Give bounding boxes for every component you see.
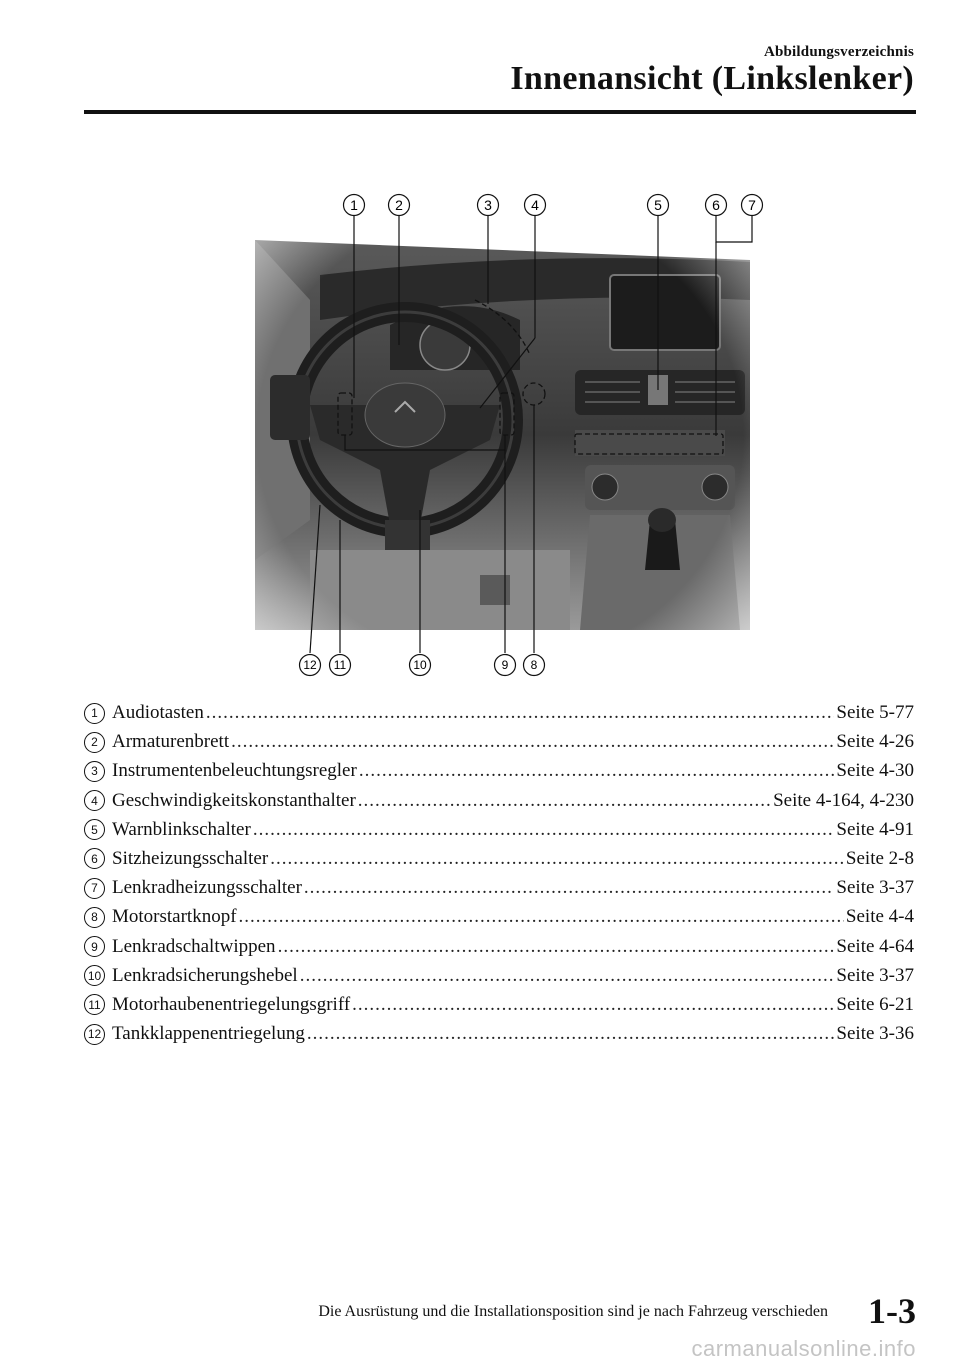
svg-text:9: 9: [501, 658, 509, 672]
cockpit-photo: [230, 180, 770, 690]
header-rule: [84, 110, 916, 114]
legend-name: Lenkradschaltwippen: [112, 935, 276, 957]
svg-text:8: 8: [530, 658, 538, 672]
legend-item: [84, 731, 914, 760]
callout-8: [524, 655, 545, 676]
legend-name: Sitzheizungsschalter: [112, 847, 269, 869]
legend-name: Geschwindigkeitskonstanthalter: [112, 789, 356, 811]
legend-number: 10: [84, 965, 105, 986]
legend-item: [84, 760, 914, 789]
callout-2: [389, 195, 410, 216]
legend-number: 8: [84, 907, 105, 928]
legend-page-ref[interactable]: Seite 5-77: [836, 702, 914, 723]
svg-text:11: 11: [333, 658, 347, 672]
legend-number: 2: [84, 732, 105, 753]
svg-text:4: 4: [531, 197, 539, 213]
legend-item: [84, 1023, 914, 1052]
legend-page-ref[interactable]: Seite 3-36: [836, 1023, 914, 1045]
legend-page-ref[interactable]: Seite 6-21: [836, 993, 914, 1015]
callout-12: [300, 655, 321, 676]
legend-name: Motorstartknopf: [112, 906, 237, 928]
legend-page-ref[interactable]: Seite 3-37: [836, 877, 914, 899]
legend-item: [84, 877, 914, 906]
leader-dots: [304, 877, 835, 899]
callout-9: [495, 655, 516, 676]
legend-page-ref[interactable]: Seite 4-30: [836, 760, 914, 782]
legend-number: 12: [84, 1024, 105, 1045]
legend-name: Motorhaubenentriegelungsgriff: [112, 993, 351, 1015]
svg-text:3: 3: [484, 197, 492, 213]
watermark: carmanualsonline.info: [691, 1336, 916, 1361]
leader-dots: [358, 790, 771, 812]
bottom-callouts: [300, 655, 545, 676]
legend-name: Lenkradsicherungshebel: [112, 964, 298, 986]
svg-text:1: 1: [350, 197, 358, 213]
leader-dots: [307, 1023, 835, 1045]
legend-number: 4: [84, 790, 105, 811]
legend-item: [84, 994, 914, 1023]
legend-list: [84, 702, 914, 1052]
legend-item: [84, 965, 914, 994]
legend-name: Armaturenbrett: [112, 731, 230, 753]
callout-1: [344, 195, 365, 216]
legend-name: Instrumentenbeleuchtungsregler: [112, 760, 357, 782]
leader-dots: [278, 936, 835, 958]
leader-dots: [253, 819, 835, 841]
leader-dots: [359, 760, 835, 782]
callout-3: [478, 195, 499, 216]
dashboard-photo: [230, 180, 770, 690]
svg-text:2: 2: [395, 197, 403, 213]
callout-7: [742, 195, 763, 216]
legend-page-ref[interactable]: Seite 4-26: [836, 731, 914, 753]
legend-page-ref[interactable]: Seite 4-91: [836, 818, 914, 840]
svg-text:10: 10: [413, 658, 427, 672]
legend-number: 5: [84, 819, 105, 840]
dashboard-illustration: [230, 180, 770, 690]
footer-note: Die Ausrüstung und die Installationsposition sind je nach Fahrzeug verschieden: [318, 1303, 828, 1320]
legend-number: 7: [84, 878, 105, 899]
svg-text:7: 7: [748, 197, 756, 213]
legend-name: Audiotasten: [112, 702, 204, 723]
callout-6: [706, 195, 727, 216]
legend-item: [84, 702, 914, 731]
legend-number: 1: [84, 703, 105, 724]
page-number: 1-3: [868, 1291, 916, 1331]
legend-name: Tankklappenentriegelung: [112, 1023, 305, 1045]
legend-name: Lenkradheizungsschalter: [112, 877, 302, 899]
leader-dots: [239, 906, 844, 928]
callout-4: [525, 195, 546, 216]
legend-page-ref[interactable]: Seite 4-64: [836, 935, 914, 957]
legend-number: 6: [84, 848, 105, 869]
svg-text:6: 6: [712, 197, 720, 213]
callout-11: [330, 655, 351, 676]
svg-text:12: 12: [303, 658, 317, 672]
legend-item: [84, 848, 914, 877]
leader-dots: [352, 994, 834, 1016]
leader-dots: [206, 702, 835, 724]
page-title: Innenansicht (Linkslenker): [510, 60, 914, 97]
legend-number: 3: [84, 761, 105, 782]
legend-number: 11: [84, 994, 105, 1015]
leader-dots: [270, 848, 844, 870]
section-header-small: Abbildungsverzeichnis: [763, 44, 914, 60]
legend-item: [84, 790, 914, 819]
leader-dots: [231, 731, 834, 753]
legend-page-ref[interactable]: Seite 4-164, 4-230: [773, 789, 914, 811]
callout-5: [648, 195, 669, 216]
legend-page-ref[interactable]: Seite 3-37: [836, 964, 914, 986]
callout-10: [410, 655, 431, 676]
leader-dots: [300, 965, 835, 987]
legend-number: 9: [84, 936, 105, 957]
svg-text:5: 5: [654, 197, 662, 213]
legend-item: [84, 819, 914, 848]
legend-item: [84, 906, 914, 935]
legend-page-ref[interactable]: Seite 2-8: [845, 847, 914, 869]
legend-name: Warnblinkschalter: [112, 818, 251, 840]
legend-item: [84, 936, 914, 965]
legend-page-ref[interactable]: Seite 4-4: [845, 906, 914, 928]
